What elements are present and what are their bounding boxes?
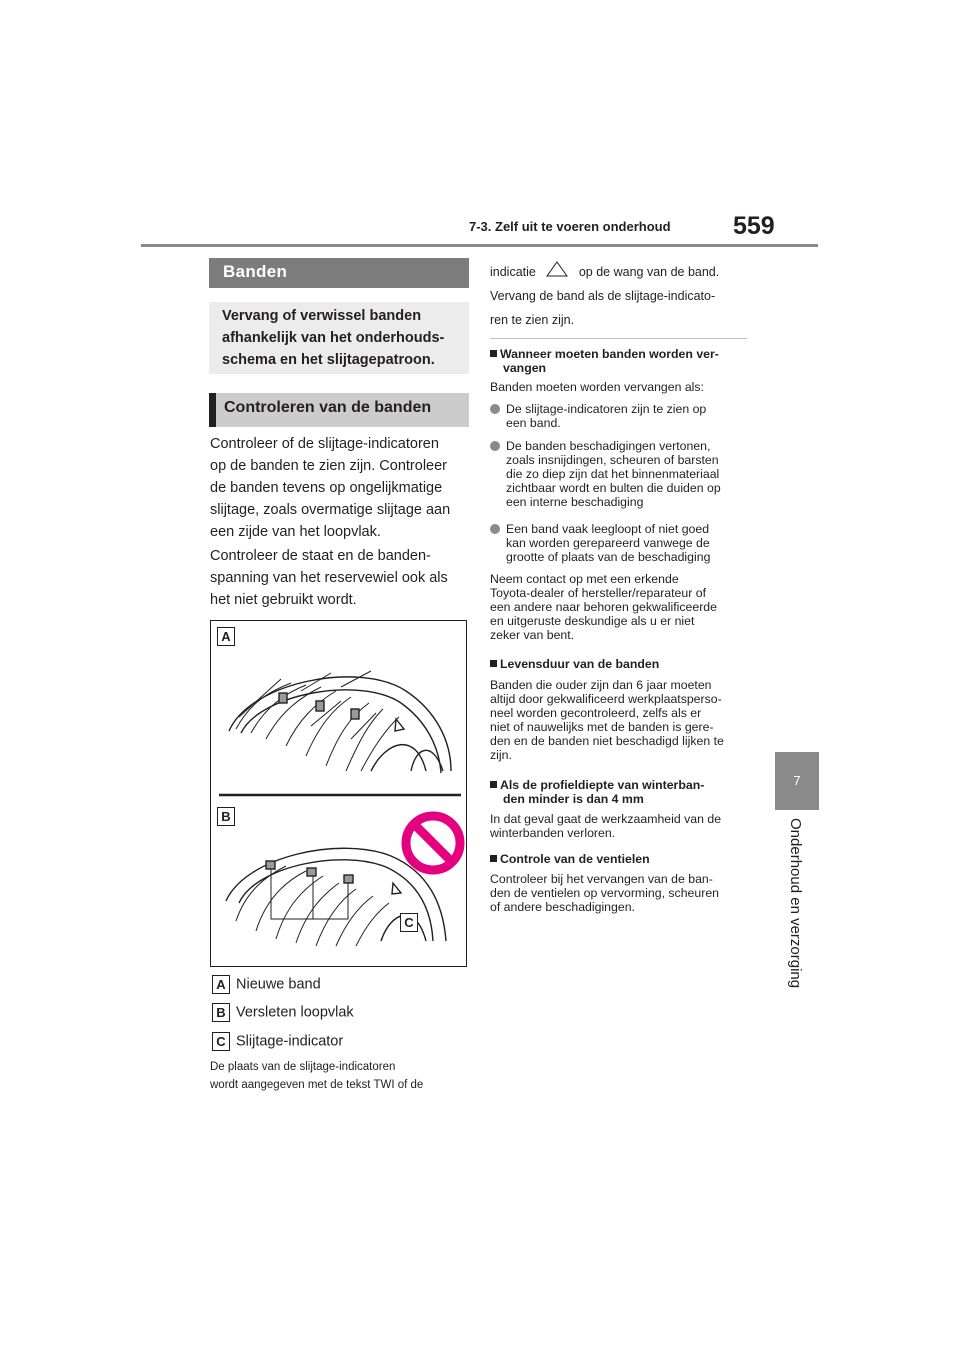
subheading-controleren: Controleren van de banden [224, 399, 432, 416]
figure-label-b: B [217, 807, 235, 826]
text-line: Controleer bij het vervangen van de ban- [490, 872, 713, 886]
text-line: zoals insnijdingen, scheuren of barsten [506, 453, 719, 467]
text-line: neel worden gecontroleerd, zelfs als er [490, 706, 702, 720]
text-line: wordt aangegeven met de tekst TWI of de [210, 1079, 424, 1091]
subsection-intro: Banden moeten worden vervangen als: [490, 380, 704, 394]
text-line: spanning van het reservewiel ook als [210, 570, 448, 586]
title-line: Wanneer moeten banden worden ver- [500, 347, 719, 361]
list-item [490, 402, 755, 432]
text-line: of andere beschadigingen. [490, 900, 635, 914]
legend-key: B [212, 1003, 230, 1022]
text-line: slijtage, zoals overmatige slijtage aan [210, 502, 451, 518]
legend-key: C [212, 1032, 230, 1051]
tire-figure [210, 620, 467, 967]
note-paragraph [210, 1058, 472, 1094]
figure-label-a: A [217, 627, 235, 646]
text-line: een zijde van het loopvlak. [210, 524, 381, 540]
text-line [490, 778, 755, 792]
intro-post: op de wang van de band. [578, 265, 720, 279]
legend-text: Versleten loopvlak [236, 1004, 354, 1021]
text-line: die zo diep zijn dat het binnenmateriaal [506, 467, 720, 481]
contact-paragraph [490, 572, 755, 642]
triangle-indicator-icon [545, 261, 569, 277]
title-line: Controle van de ventielen [500, 852, 650, 866]
lead-text: Vervang of verwissel banden afhankelijk van het onderhouds-schema en het slijtagepatroon. [222, 308, 445, 368]
chapter-tab [775, 752, 819, 810]
text-line: zeker van bent. [490, 628, 575, 642]
text-line [490, 261, 752, 281]
section-rule [490, 338, 747, 339]
bullet-dot-icon [490, 404, 500, 414]
subsection-title [490, 347, 755, 375]
text-line: Neem contact op met een erkende [490, 572, 679, 586]
text-line: Controleer de staat en de banden- [210, 548, 431, 564]
page-number: 559 [733, 212, 775, 240]
text-line: Controleer of de slijtage-indicatoren [210, 436, 439, 452]
text-line: den en de banden niet beschadigd lijken te [490, 734, 724, 748]
text-line: Vervang de band als de slijtage-indicato- [490, 289, 716, 303]
text-line: kan worden gerepareerd vanwege de [506, 536, 710, 550]
legend-item-a [212, 975, 321, 994]
text-line: ren te zien zijn. [490, 313, 575, 327]
tire-illustration [211, 621, 466, 966]
text-line: grootte of plaats van de beschadiging [506, 550, 711, 564]
text-line: een band. [506, 416, 561, 430]
figure-label-c: C [400, 913, 418, 932]
text-line: altijd door gekwalificeerd werkplaatsperso- [490, 692, 722, 706]
text-line: een interne beschadiging [506, 495, 644, 509]
text-line: Toyota-dealer of hersteller/reparateur of [490, 586, 706, 600]
lifespan-paragraph [490, 678, 755, 762]
section-title: 7-3. Zelf uit te voeren onderhoud [469, 219, 671, 234]
text-line: een andere naar behoren gekwalificeerde [490, 600, 717, 614]
text-line: De banden beschadigingen vertonen, [506, 439, 711, 453]
text-line: zichtbaar wordt en bulten die duiden op [506, 481, 721, 495]
text-line: zijn. [490, 748, 512, 762]
square-bullet-icon [490, 660, 497, 667]
title-line: Levensduur van de banden [500, 657, 660, 671]
legend-text: Slijtage-indicator [236, 1033, 344, 1050]
text-line: niet of nauwelijks met de banden is gere- [490, 720, 714, 734]
list-item [490, 439, 755, 511]
text-line: het niet gebruikt wordt. [210, 592, 357, 608]
title-line: vangen [503, 361, 547, 375]
chapter-title: Onderhoud en verzorging [787, 818, 804, 989]
subsection-title [490, 852, 755, 866]
legend-key: A [212, 975, 230, 994]
square-bullet-icon [490, 350, 497, 357]
intro-pre: indicatie [490, 265, 536, 279]
valves-paragraph [490, 872, 755, 914]
title-line: Als de profieldiepte van winterban- [500, 778, 705, 792]
square-bullet-icon [490, 781, 497, 788]
text-line: en uitgeruste deskundige als u er niet [490, 614, 695, 628]
square-bullet-icon [490, 855, 497, 862]
list-item [490, 522, 755, 566]
heading-banden: Banden [223, 262, 288, 281]
text-line: In dat geval gaat de werkzaamheid van de [490, 812, 722, 826]
text-line [490, 347, 755, 361]
new-tire-drawing [229, 671, 451, 773]
header-rule [141, 244, 818, 247]
legend-text: Nieuwe band [236, 976, 321, 993]
text-line: den de ventielen op vervorming, scheuren [490, 886, 719, 900]
paragraph-1 [210, 433, 472, 543]
subsection-title [490, 657, 755, 671]
subsection-title [490, 778, 755, 806]
paragraph-2 [210, 545, 472, 611]
prohibition-icon [406, 816, 460, 870]
text-line: Banden die ouder zijn dan 6 jaar moeten [490, 678, 712, 692]
text-line: Een band vaak leegloopt of niet goed [506, 522, 710, 536]
bullet-dot-icon [490, 524, 500, 534]
legend-item-c [212, 1032, 343, 1051]
text-line: De slijtage-indicatoren zijn te zien op [506, 402, 707, 416]
intro-paragraph [490, 261, 752, 329]
bullet-dot-icon [490, 441, 500, 451]
text-line: De plaats van de slijtage-indicatoren [210, 1061, 396, 1073]
legend-item-b [212, 1003, 354, 1022]
chapter-number: 7 [793, 773, 801, 788]
subheading-bar [209, 393, 216, 427]
text-line: op de banden te zien zijn. Controleer [210, 458, 447, 474]
title-line: den minder is dan 4 mm [503, 792, 644, 806]
winter-paragraph [490, 812, 755, 840]
text-line: de banden tevens op ongelijkmatige [210, 480, 443, 496]
text-line: winterbanden verloren. [490, 826, 616, 840]
